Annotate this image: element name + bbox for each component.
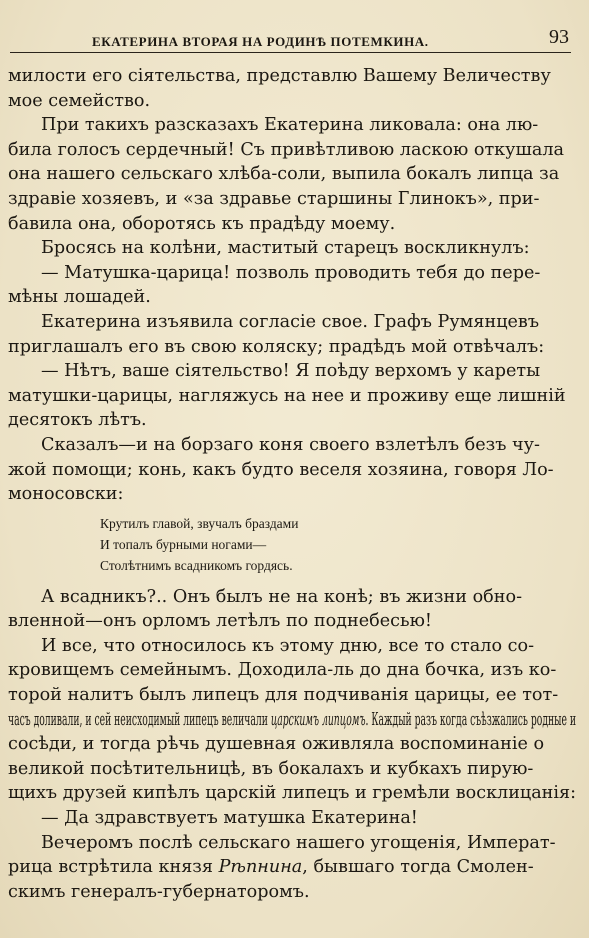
verse-line: И топалъ бурными ногами— — [100, 536, 267, 552]
text-run: . Каждый разъ когда съѣзжались родные и — [365, 709, 577, 730]
text-line: она нашего сельскаго хлѣба-соли, выпила бокалъ липца за — [8, 164, 560, 185]
verse-quote — [8, 513, 576, 576]
text-line: великой посѣтительницѣ, въ бокалахъ и кубкахъ пирую- — [8, 758, 534, 779]
text-line: Вечеромъ послѣ сельскаго нашего угощенія, Императ- — [41, 832, 556, 853]
italic-run: царскимъ липцомъ — [270, 709, 366, 730]
text-line: моносовски: — [8, 484, 124, 505]
text-line — [8, 708, 577, 733]
text-line: Екатерина изъявила согласіе свое. Графъ Румянцевъ — [41, 311, 540, 332]
page-header — [10, 22, 571, 53]
text-line — [8, 855, 576, 880]
text-line: матушки-царицы, нагляжусь на нее и проживу еще лишній — [8, 385, 566, 406]
running-head: ЕКАТЕРИНА ВТОРАЯ НА РОДИНѢ ПОТЕМКИНА. — [92, 34, 429, 49]
text-line: мое семейство. — [8, 90, 151, 111]
text-line: приглашалъ его въ свою коляску; прадѣдъ мой отвѣчалъ: — [8, 336, 545, 357]
text-line: — Матушка-царица! позволь проводить тебя до пере- — [41, 262, 541, 283]
text-run: , бывшаго тогда Смолен- — [302, 857, 534, 878]
verse-line: Столѣтнимъ всадникомъ гордясь. — [100, 557, 293, 573]
text-line: милости его сіятельства, представлю Вашему Величеству — [8, 66, 551, 86]
text-line: скимъ генералъ-губернаторомъ. — [8, 881, 310, 902]
text-line: И все, что относилось къ этому дню, все то стало со- — [41, 635, 535, 656]
text-line: торой налитъ былъ липецъ для подчиванія царицы, ее тот- — [8, 685, 559, 706]
text-run: рица встрѣтила князя — [8, 857, 219, 878]
text-line: бавила она, оборотясь къ прадѣду моему. — [8, 213, 396, 234]
text-line: щихъ друзей кипѣлъ царскій липецъ и гремѣли восклицанія: — [8, 783, 577, 804]
page-number: 93 — [549, 26, 569, 48]
text-line: — Нѣтъ, ваше сіятельство! Я поѣду верхомъ у кареты — [41, 361, 541, 382]
text-line: сосѣди, и тогда рѣчь душевная оживляла воспоминаніе о — [8, 734, 545, 755]
text-run: часъ доливали, и сей неисходимый липецъ величали — [8, 709, 268, 730]
text-line: десятокъ лѣтъ. — [8, 410, 147, 431]
verse-line: Крутилъ главой, звучалъ браздами — [100, 515, 299, 531]
text-line: При такихъ разсказахъ Екатерина ликовала: она лю- — [41, 115, 539, 136]
text-line: кровищемъ семейнымъ. Доходила-ль до дна бочка, изъ ко- — [8, 660, 557, 681]
body-text — [8, 64, 576, 904]
text-line: жой помощи; конь, какъ будто веселя хозяина, говоря Ло- — [8, 459, 554, 480]
text-line: — Да здравствуетъ матушка Екатерина! — [41, 808, 418, 829]
text-line: А всадникъ?.. Онъ былъ не на конѣ; въ жизни обно- — [41, 586, 523, 607]
text-line: Сказалъ—и на борзаго коня своего взлетѣлъ безъ чу- — [41, 434, 540, 455]
text-line: Бросясь на колѣни, маститый старецъ воскликнулъ: — [41, 238, 530, 259]
text-line: била голосъ сердечный! Съ привѣтливою ласкою откушала — [8, 139, 565, 160]
text-line: мѣны лошадей. — [8, 287, 151, 308]
text-line: здравіе хозяевъ, и «за здравье старшины Глинокъ», при- — [8, 188, 540, 209]
text-line: вленной—онъ орломъ летѣлъ по поднебесью! — [8, 611, 432, 632]
italic-run: Рѣпнина — [218, 857, 303, 878]
